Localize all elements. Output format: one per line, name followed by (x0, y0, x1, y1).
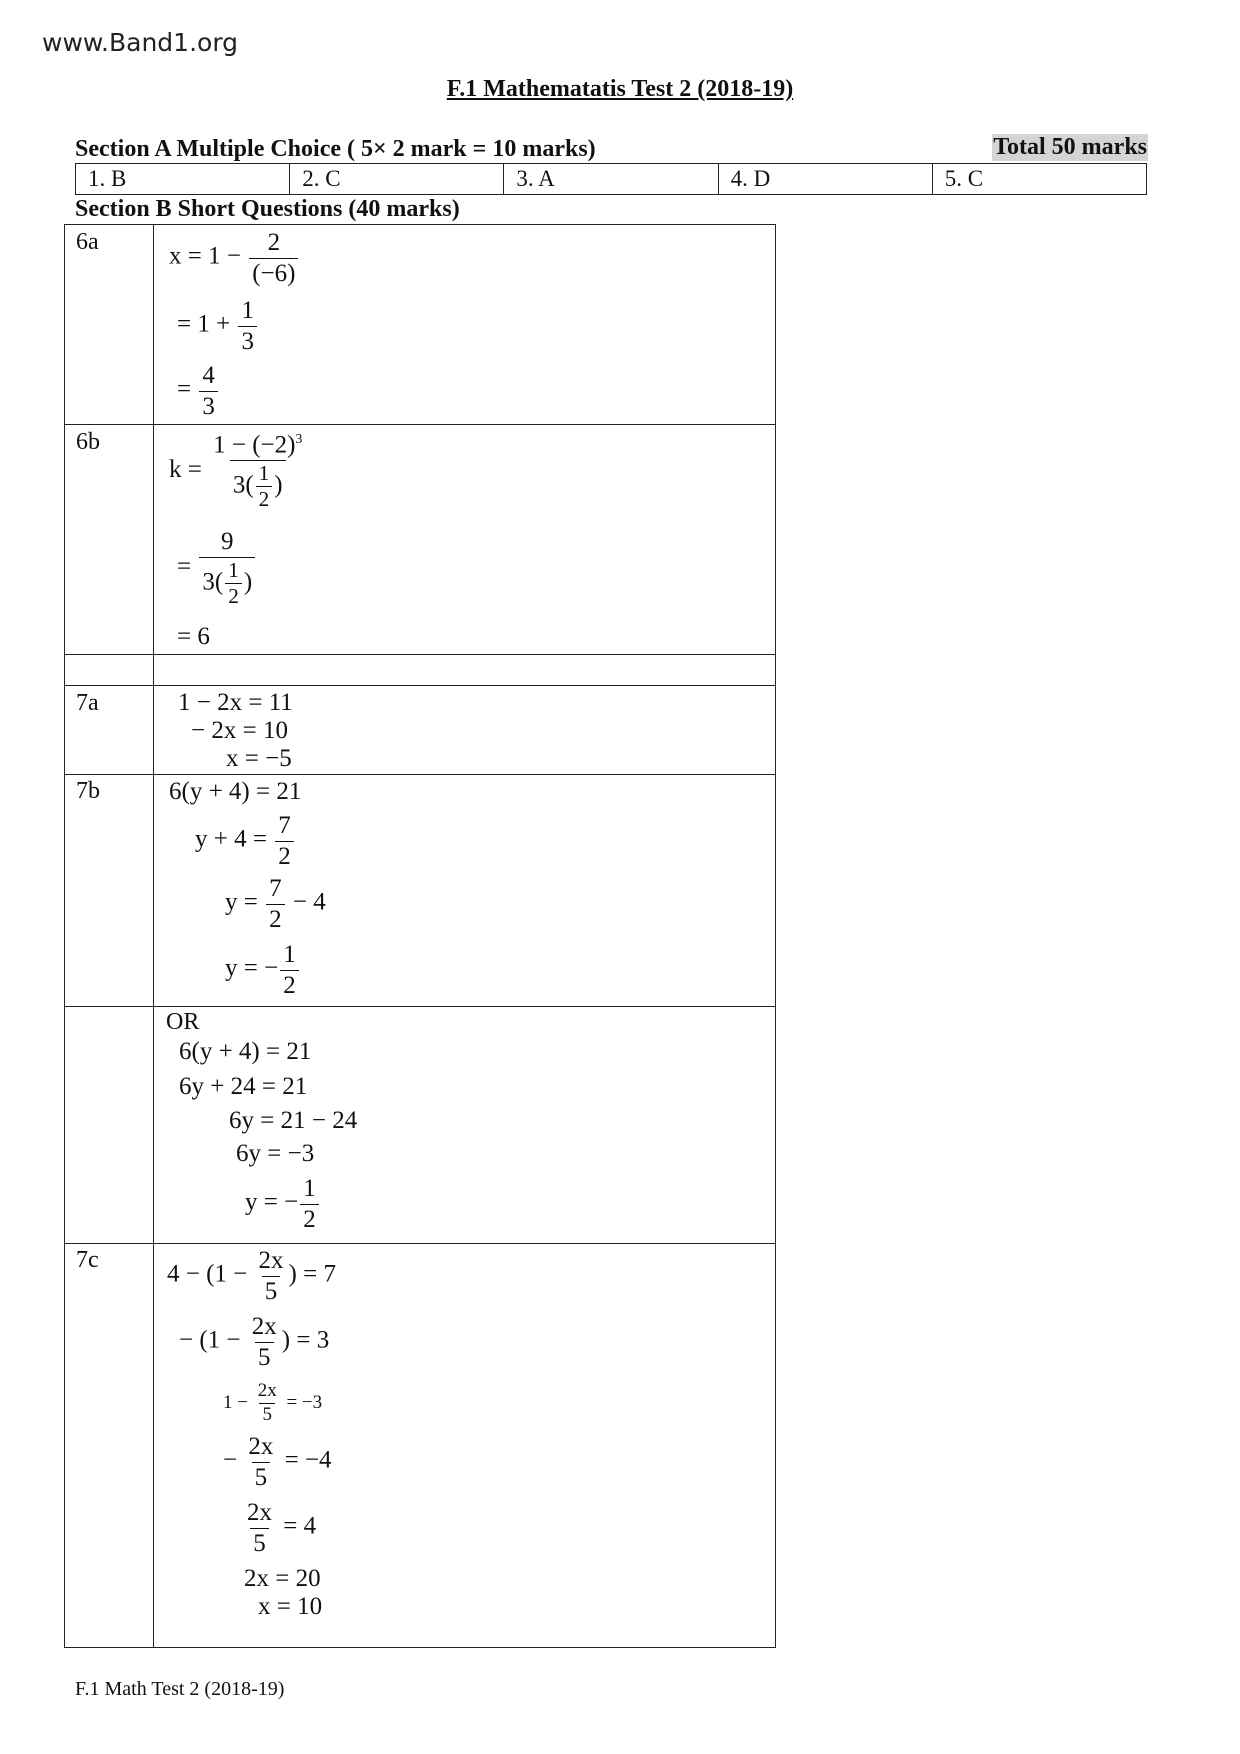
column-divider (153, 225, 154, 1647)
mc-answer-4: 4. D (718, 164, 932, 195)
equation-line: 6y = 21 − 24 (229, 1107, 358, 1134)
equation-line: 1 − $\frac{2x}{5}$ = −3 (223, 1380, 323, 1425)
equation-line: 4 − (1 − $\frac{2x}{5}$ ) = 7 (167, 1247, 336, 1305)
equation-line: − (1 − $\frac{2x}{5}$ ) = 3 (179, 1313, 330, 1371)
equation-line: $\frac{2x}{5}$ = 4 (247, 1499, 317, 1557)
equation-line: 2x = 20 (244, 1565, 321, 1592)
mc-answer-3: 3. A (504, 164, 718, 195)
equation-line: − 2x = 10 (191, 717, 288, 744)
question-label-6a: 6a (76, 229, 99, 255)
equation-line: 6y + 24 = 21 (179, 1073, 308, 1100)
equation-line: k = $1 - (-2)^3$ 3( $\frac{1}{2}$ ) (169, 431, 303, 512)
mc-answer-5: 5. C (932, 164, 1146, 195)
mc-answer-table (75, 163, 1147, 195)
question-label-6b: 6b (76, 429, 100, 455)
equation-line: x = 10 (258, 1593, 323, 1620)
row-divider (65, 654, 775, 655)
total-marks: Total 50 marks (993, 134, 1147, 160)
equation-line: = 1 + $\frac{1}{3}$ (177, 297, 259, 355)
equation-line: = 6 (177, 623, 210, 650)
website-url: www.Band1.org (42, 28, 239, 57)
row-divider (65, 774, 775, 775)
or-label: OR (166, 1009, 200, 1035)
row-divider (65, 685, 775, 686)
mc-answer-1: 1. B (76, 164, 290, 195)
equation-line: 6(y + 4) = 21 (179, 1038, 312, 1065)
equation-line: x = −5 (226, 745, 292, 772)
equation-line: 6(y + 4) = 21 (169, 778, 302, 805)
row-divider (65, 424, 775, 425)
equation-line: 1 − 2x = 11 (178, 689, 293, 716)
equation-line: y = − $\frac{1}{2}$ (245, 1175, 321, 1233)
equation-line: 6y = −3 (236, 1140, 315, 1167)
equation-line: − $\frac{2x}{5}$ = −4 (223, 1433, 332, 1491)
equation-line: x = 1 − $\frac{2}{(-6)}$ (169, 229, 300, 287)
working-table (64, 224, 776, 1648)
section-b-heading: Section B Short Questions (40 marks) (75, 196, 460, 222)
mc-answer-2: 2. C (290, 164, 504, 195)
equation-line: = $\frac{4}{3}$ (177, 362, 220, 420)
row-divider (65, 1243, 775, 1244)
equation-line: y = $\frac{7}{2}$ − 4 (225, 875, 326, 933)
page-title: F.1 Mathematatis Test 2 (2018-19) (446, 76, 794, 102)
question-label-7a: 7a (76, 690, 99, 716)
equation-line: y + 4 = $\frac{7}{2}$ (195, 812, 296, 870)
equation-line: y = − $\frac{1}{2}$ (225, 941, 301, 999)
section-a-heading: Section A Multiple Choice ( 5× 2 mark = 10 marks) (75, 136, 596, 162)
page-footer: F.1 Math Test 2 (2018-19) (75, 1678, 285, 1700)
question-label-7c: 7c (76, 1247, 99, 1273)
row-divider (65, 1006, 775, 1007)
mc-answer-row (76, 164, 1147, 195)
question-label-7b: 7b (76, 778, 100, 804)
equation-line: = 9 3( $\frac{1}{2}$ ) (177, 528, 257, 608)
